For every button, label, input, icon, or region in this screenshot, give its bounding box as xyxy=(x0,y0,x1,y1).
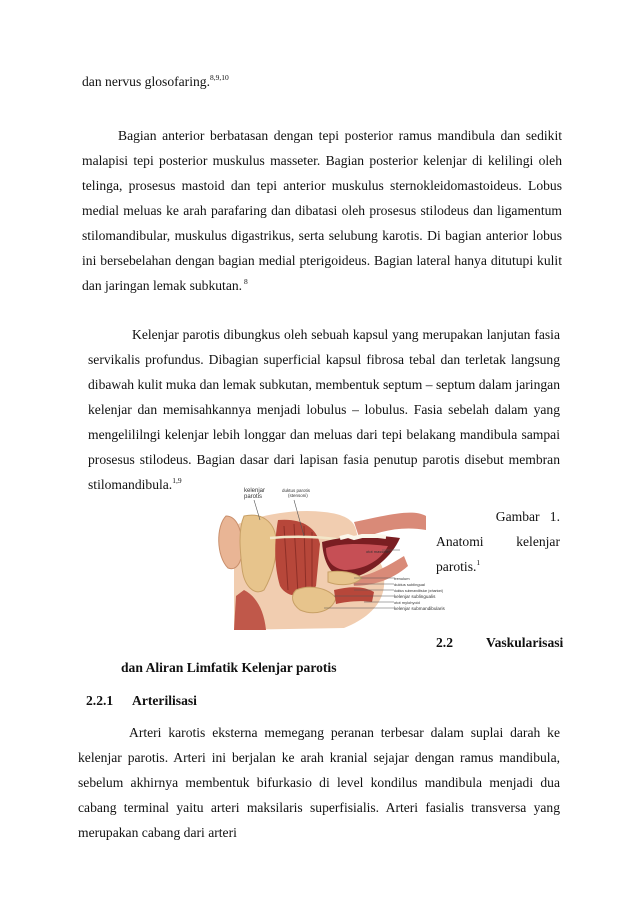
label-otot-mylohyoid: otot mylohyoid xyxy=(394,600,420,605)
citation-ref: 1 xyxy=(476,558,481,567)
label-frenulum: frenulum xyxy=(394,576,410,581)
caption-word: Anatomi xyxy=(436,534,484,549)
caption-line-3 xyxy=(436,554,560,579)
caption-word: 1. xyxy=(549,509,560,524)
label-duktus-sublingual: duktus sublingual xyxy=(394,582,425,587)
paragraph-capsule xyxy=(88,322,560,497)
citation-ref: 8,9,10 xyxy=(209,73,229,82)
label-otot-masseter: otot masseter xyxy=(366,549,391,554)
paragraph-text: Kelenjar parotis dibungkus oleh sebuah kapsul yang merupakan lanjutan fasia servikalis profundus. Dibagian superficial kapsul fibrosa tebal dan terletak langsung dibawah kulit muka dan lemak subkutan, membentuk septum – septum dalam jaringan kelenjar dan memisahkannya menjadi lobulus – lobulus. Fasia sebelah dalam yang mengelililngi kelenjar lebih longgar dan meluas dari tepi belakang mandibula sampai prosesus stilodeus. Bagian dasar dari lapisan fasia penutup parotis disebut membran stilomandibula. xyxy=(88,327,560,492)
label-kelenjar-submandibularis: kelenjar submandibularis xyxy=(394,606,445,611)
caption-word: Gambar xyxy=(495,509,540,524)
caption-line-1 xyxy=(436,504,560,529)
label-duktus-parotis-line2: (stensoni) xyxy=(288,493,308,498)
parotid-anatomy-figure xyxy=(204,486,445,630)
subsection-title: Arterilisasi xyxy=(132,693,197,708)
paragraph-continuation xyxy=(82,69,562,94)
label-duktus-parotis-line1: duktus parotis xyxy=(282,488,311,493)
caption-word: parotis. xyxy=(436,559,477,574)
paragraph-arteries xyxy=(78,720,560,845)
section-title-part2: dan Aliran Limfatik Kelenjar parotis xyxy=(121,660,337,675)
section-title-part1: Vaskularisasi xyxy=(486,635,564,650)
label-kelenjar-parotis-line2: parotis xyxy=(244,494,263,500)
label-kelenjar-parotis-line1: kelenjar xyxy=(244,488,266,494)
section-number: 2.2 xyxy=(436,635,453,650)
paragraph-text: Bagian anterior berbatasan dengan tepi posterior ramus mandibula dan sedikit malapisi tepi posterior muskulus masseter. Bagian posterior kelenjar di kelilingi oleh telinga, prosesus mastoid dan tepi anterior muskulus sternokleidomastoideus. Lobus medial meluas ke arah parafaring dan dibatasi oleh prosesus stilodeus dan ligamentum stilomandibular, muskulus digastrikus, serta selubung karotis. Di bagian anterior lobus ini bersebelahan dengan bagian medial pterigoideus. Bagian lateral hanya ditutupi kulit dan jaringan lemak subkutan. xyxy=(82,128,562,293)
caption-line-2 xyxy=(436,529,560,554)
caption-word: kelenjar xyxy=(516,534,560,549)
label-kelenjar-sublingualis: kelenjar sublingualis xyxy=(394,594,436,599)
subsection-number: 2.2.1 xyxy=(86,693,114,708)
paragraph-text: dan nervus glosofaring. xyxy=(82,74,210,89)
paragraph-anatomy-borders xyxy=(82,123,562,298)
citation-ref: 1,9 xyxy=(172,476,182,485)
paragraph-text: Arteri karotis eksterna memegang peranan terbesar dalam suplai darah ke kelenjar parotis. Arteri ini berjalan ke arah kranial sejajar dengan ramus mandibula, sebelum akhirnya membentuk bifurkasio di level kondilus mandibula menjadi dua cabang terminal yaitu arteri maksilaris superfisialis. Arteri fasialis transversa yang merupakan cabang dari arteri xyxy=(78,725,560,840)
citation-ref: 8 xyxy=(242,277,248,286)
figure-caption xyxy=(436,504,560,579)
label-duktus-submandibular: duktus submandibular (whartoni) xyxy=(394,589,444,593)
